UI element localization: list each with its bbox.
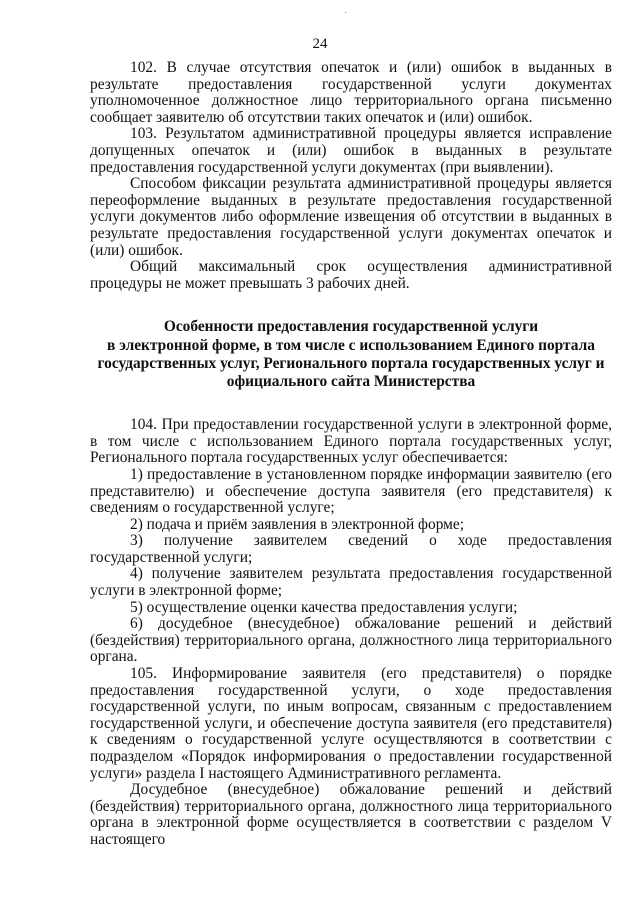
paragraph-appeal: Досудебное (внесудебное) обжалование решений и действий (бездействия) территориального органа, должностного лица территориального органа в электронной форме осуществляется в соответствии с разделом V настоящего [90,781,612,848]
paragraph-fixation-method: Способом фиксации результата административной процедуры является переоформление выданных в результате предоставления государственной услуги документов либо оформление извещения об отсутствии в выданных в результате предоставления государственной услуги документах опечаток и (или) ошибок. [90,175,612,259]
paragraph-103: 103. Результатом административной процедуры является исправление допущенных опечаток и (или) ошибок в выданных в результате предоставления государственной услуги документах (при выявлении). [90,125,612,176]
paragraph-104: 104. При предоставлении государственной услуги в электронной форме, в том числе с использованием Единого портала государственных услуг, Регионального портала государственных услуг обеспечивается: [90,416,612,467]
list-item-2: 2) подача и приём заявления в электронной форме; [130,515,465,533]
list-item-5: 5) осуществление оценки качества предоставления услуги; [130,598,518,616]
heading-line-1: Особенности предоставления государственной услуги [163,318,539,336]
paragraph-105: 105. Информирование заявителя (его представителя) о порядке предоставления государственной услуги, о ходе предоставления государственной услуги, по иным вопросам, связанным с предоставлением государственной услуги, и обеспечение доступа заявителя (его представителя) к сведениям о государственной услуге осуществляются в соответствии с подразделом «Порядок информирования о предоставлении государственной услуги» раздела I настоящего Административного регламента. [90,665,612,782]
paragraph-max-term: Общий максимальный срок осуществления административной процедуры не может превышать 3 рабочих дней. [90,258,612,292]
section-heading [90,318,612,391]
paragraph-102: 102. В случае отсутствия опечаток и (или) ошибок в выданных в результате предоставления государственной услуги документах уполномоченное должностное лицо территориального органа письменно сообщает заявителю об отсутствии таких опечаток и (или) ошибок. [90,59,612,126]
heading-line-4: официального сайта Министерства [226,372,476,390]
page-number: 24 [312,36,328,52]
list-item-6: 6) досудебное (внесудебное) обжалование решений и действий (бездействия) территориального органа, должностного лица территориального органа. [90,615,612,666]
list-item-1: 1) предоставление в установленном порядке информации заявителю (его представителю) и обеспечение доступа заявителя (его представителя) к сведениям о государственной услуге; [90,465,612,517]
heading-line-2: в электронной форме, в том числе с использованием Единого портала [107,336,595,354]
list-item-4: 4) получение заявителем результата предоставления государственной услуги в электронной форме; [90,565,612,600]
list-item-3: 3) получение заявителем сведений о ходе предоставления государственной услуги; [90,532,612,566]
scan-artifact: · [344,8,348,19]
heading-line-3: государственных услуг, Регионального портала государственных услуг и [97,354,605,372]
document-body [90,60,612,849]
